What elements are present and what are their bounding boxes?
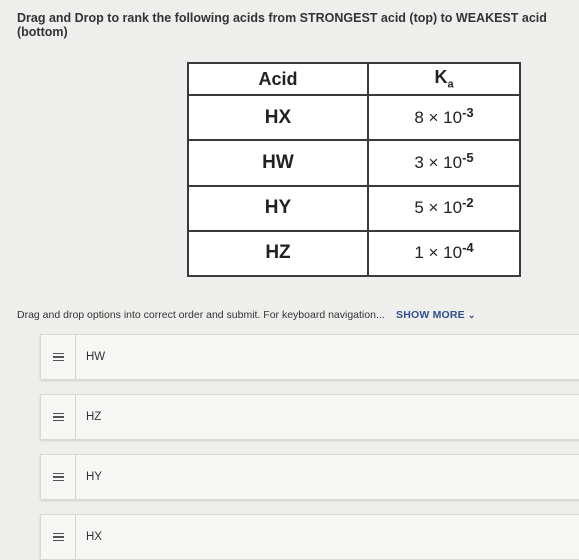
acid-name: HZ [188, 231, 368, 276]
ka-value: $5 \times 10^{-2}$ [368, 186, 520, 231]
drag-item-label: HY [86, 471, 102, 483]
acid-name: HX [188, 95, 368, 140]
drag-item-label: HW [86, 351, 106, 363]
drag-handle-icon[interactable] [41, 455, 76, 499]
drag-item-label: HZ [86, 411, 102, 423]
table-row [188, 140, 520, 185]
drag-item[interactable] [40, 514, 579, 560]
ka-value: $3 \times 10^{-5}$ [368, 140, 520, 185]
show-more-link[interactable]: SHOW MORE ⌄ [396, 309, 476, 321]
chevron-down-icon: ⌄ [467, 310, 476, 320]
acid-name: HY [188, 186, 368, 231]
drag-handle-icon[interactable] [41, 395, 76, 439]
acid-ka-table [187, 62, 521, 277]
drag-handle-icon[interactable] [41, 515, 76, 559]
table-row [188, 95, 520, 140]
drag-item[interactable] [40, 394, 579, 440]
acid-name: HW [188, 140, 368, 185]
drag-handle-icon[interactable] [41, 335, 76, 379]
drag-item-label: HX [86, 531, 102, 543]
table-row [188, 186, 520, 231]
table-row [188, 231, 520, 276]
ka-value: $1 \times 10^{-4}$ [368, 231, 520, 276]
drag-item[interactable] [40, 454, 579, 500]
instructions-text: Drag and drop options into correct order and submit. For keyboard navigation... [17, 309, 385, 321]
drag-item[interactable] [40, 334, 579, 380]
question-text: Drag and Drop to rank the following acids from STRONGEST acid (top) to WEAKEST acid (bottom) [17, 11, 547, 39]
table-header-row [188, 63, 520, 95]
header-acid: Acid [188, 63, 368, 95]
ka-value: $8 \times 10^{-3}$ [368, 95, 520, 140]
header-ka: $K_a$ [368, 63, 520, 95]
